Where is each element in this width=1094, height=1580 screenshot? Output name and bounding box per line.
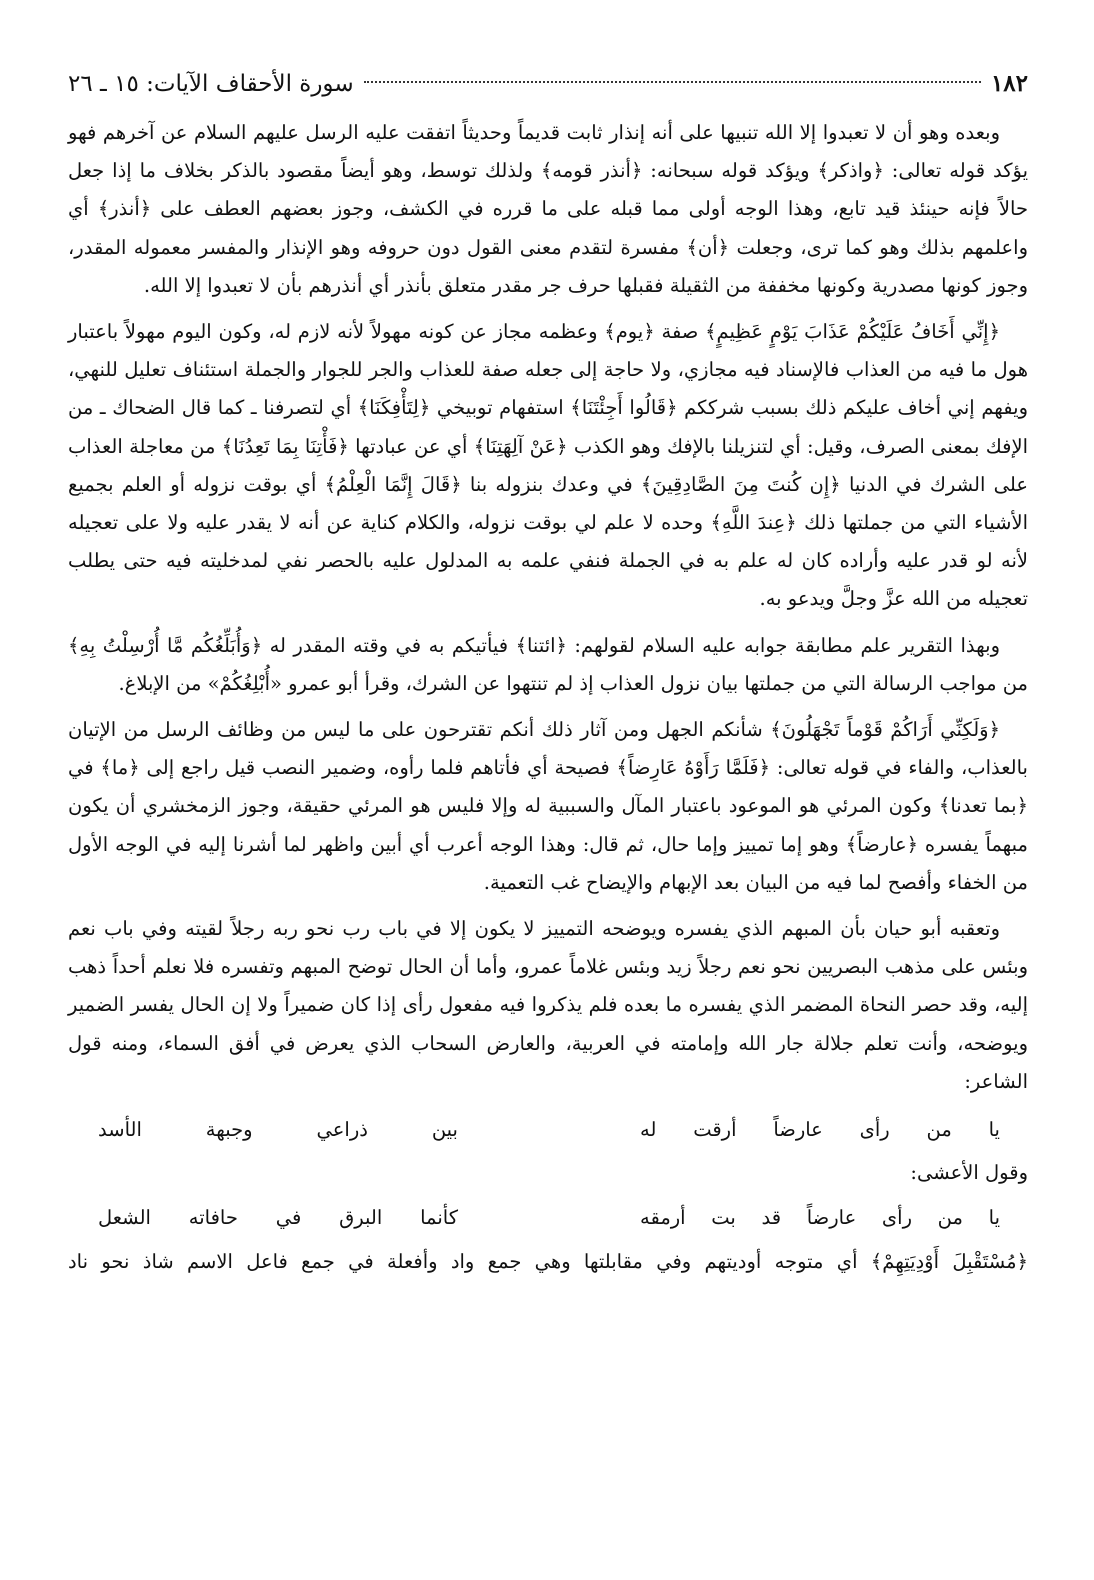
page-number: ١٨٢ — [990, 70, 1028, 97]
verse-attribution: وقول الأعشى: — [910, 1161, 1028, 1185]
poem-verse-2 — [68, 1197, 1028, 1239]
verse-2-second-hemistich: كأنما البرق في حافاته الشعل — [98, 1206, 458, 1230]
page — [68, 64, 1028, 1289]
verse-1-first-hemistich: يا من رأى عارضاً أرقت له — [640, 1118, 1000, 1142]
paragraph-1: وبعده وهو أن لا تعبدوا إلا الله تنبيها على أنه إنذار ثابت قديماً وحديثاً اتفقت عليه الرسل عليهم السلام عن آخرهم فهو يؤكد قوله تعالى: ﴿واذكر﴾ ويؤكد قوله سبحانه: ﴿أنذر قومه﴾ ولذلك توسط، وهو أيضاً مقصود بالذكر بخلاف ما إذا جعل حالاً فإنه حينئذ قيد تابع، وهذا الوجه أولى مما قبله على ما قرره في الكشف، وجوز بعضهم العطف على ﴿أنذر﴾ أي واعلمهم بذلك وهو كما ترى، وجعلت ﴿أن﴾ مفسرة لتقدم معنى القول دون حروفه وهو الإنذار والمفسر معموله المقدر، وجوز كونها مصدرية وكونها مخففة من الثقيلة فقبلها حرف جر مقدر متعلق بأنذر أي أنذرهم بأن لا تعبدوا إلا الله. — [68, 121, 1028, 297]
paragraph-6: ﴿مُسْتَقْبِلَ أَوْدِيَتِهِمْ﴾ أي متوجه أوديتهم وفي مقابلتها وهي جمع واد وأفعلة في جمع فاعل الاسم شاذ نحو ناد — [68, 1250, 1028, 1274]
paragraph-5: وتعقبه أبو حيان بأن المبهم الذي يفسره ويوضحه التمييز لا يكون إلا في باب رب نحو ربه رجلاً لقيته وفي باب نعم وبئس على مذهب البصريين نحو نعم رجلاً زيد وبئس غلاماً عمرو، وأما أن الحال توضح المبهم وتفسره فلا نعلم أحداً ذهب إليه، وقد حصر النحاة المضمر الذي يفسره ما بعده فلم يذكروا فيه مفعول رأى إذا كان ضميراً ولا إن الحال يفسر الضمير ويوضحه، وأنت تعلم جلالة جار الله وإمامته في العربية، والعارض السحاب الذي يعرض في أفق السماء، ومنه قول الشاعر: — [68, 917, 1028, 1093]
paragraph-4: ﴿وَلَكِنِّي أَرَاكُمْ قَوْماً تَجْهَلُونَ﴾ شأنكم الجهل ومن آثار ذلك أنكم تقترحون على ما ليس من وظائف الرسل من الإتيان بالعذاب، والفاء في قوله تعالى: ﴿فَلَمَّا رَأَوْهُ عَارِضاً﴾ فصيحة أي فأتاهم فلما رأوه، وضمير النصب قيل راجع إلى ﴿ما﴾ في ﴿بما تعدنا﴾ وكون المرئي هو الموعود باعتبار المآل والسببية له وإلا فليس هو المرئي حقيقة، وجوز الزمخشري أن يكون مبهماً يفسره ﴿عارضاً﴾ وهو إما تمييز وإما حال، ثم قال: وهذا الوجه أعرب أي أبين واظهر لما أشرنا إليه في الوجه الأول من الخفاء وأفصح لما فيه من البيان بعد الإبهام والإيضاح غب التعمية. — [68, 718, 1028, 894]
paragraph-2: ﴿إِنِّي أَخَافُ عَلَيْكُمْ عَذَابَ يَوْمٍ عَظِيمٍ﴾ صفة ﴿يوم﴾ وعظمه مجاز عن كونه مهولاً لأنه لازم له، وكون اليوم مهولاً باعتبار هول ما فيه من العذاب فالإسناد فيه مجازي، ولا حاجة إلى جعله صفة للعذاب والجر للجوار والجملة استئناف تعليل للنهي، ويفهم إني أخاف عليكم ذلك بسبب شرككم ﴿قَالُوا أَجِئْتَنَا﴾ استفهام توبيخي ﴿لِتَأْفِكَنَا﴾ أي لتصرفنا ـ كما قال الضحاك ـ من الإفك بمعنى الصرف، وقيل: أي لتنزيلنا بالإفك وهو الكذب ﴿عَنْ آلِهَتِنَا﴾ أي عن عبادتها ﴿فَأْتِنَا بِمَا تَعِدُنَا﴾ من معاجلة العذاب على الشرك في الدنيا ﴿إِن كُنتَ مِنَ الصَّادِقِينَ﴾ في وعدك بنزوله بنا ﴿قَالَ إِنَّمَا الْعِلْمُ﴾ أي بوقت نزوله أو العلم بجميع الأشياء التي من جملتها ذلك ﴿عِندَ اللَّهِ﴾ وحده لا علم لي بوقت نزوله، والكلام كناية عن أنه لا يقدر عليه ولا على تعجيله لأنه لو قدر عليه وأراده كان له علم به في الجملة فنفي علمه به المدلول عليه بالحصر نفي لمدخليته فيه حتى يطلب تعجيله من الله عزَّ وجلَّ ويدعو به. — [68, 320, 1028, 611]
verse-1-second-hemistich: بين ذراعي وجبهة الأسد — [98, 1118, 458, 1142]
verse-2-first-hemistich: يا من رأى عارضاً قد بت أرمقه — [640, 1206, 1000, 1230]
page-header — [68, 64, 1028, 114]
dotted-leader — [364, 81, 981, 83]
running-title: سورة الأحقاف الآيات: ١٥ ـ ٢٦ — [68, 71, 354, 97]
poem-verse-1 — [68, 1109, 1028, 1151]
paragraph-3: وبهذا التقرير علم مطابقة جوابه عليه السلام لقولهم: ﴿ائتنا﴾ فيأتيكم به في وقته المقدر له ﴿وَأُبَلِّغُكُم مَّا أُرْسِلْتُ بِهِ﴾ من مواجب الرسالة التي من جملتها بيان نزول العذاب إذ لم تنتهوا عن الشرك، وقرأ أبو عمرو «أُبْلِغُكُمْ» من الإبلاغ. — [68, 633, 1028, 695]
